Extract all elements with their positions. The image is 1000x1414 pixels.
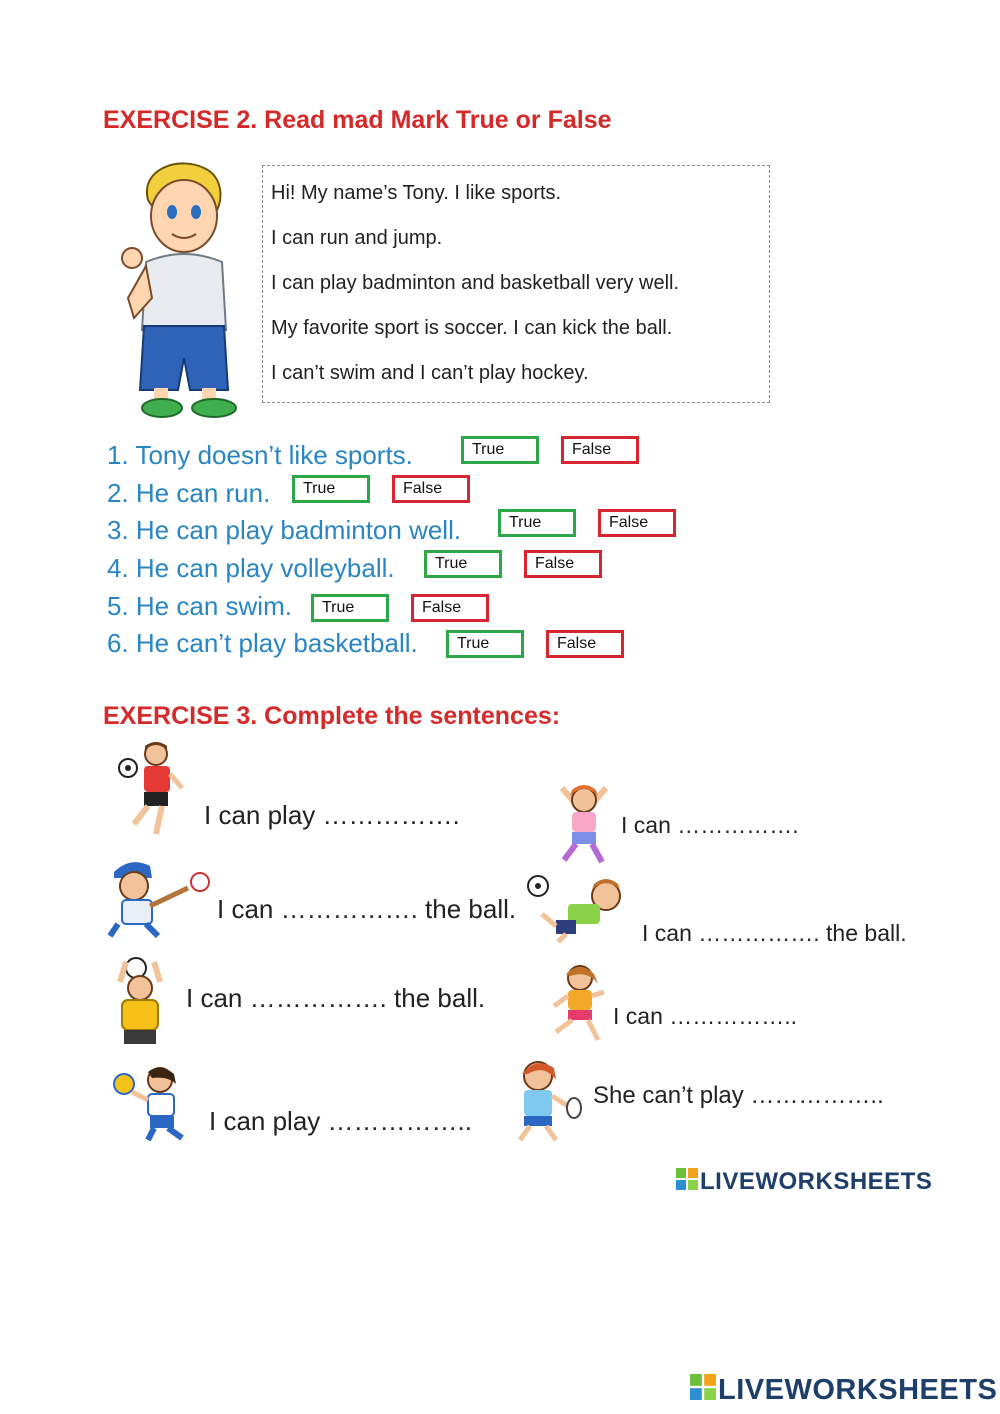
question-1-true-option[interactable]: True	[461, 436, 539, 464]
volleyball-player-icon	[108, 1062, 196, 1142]
story-line: I can run and jump.	[271, 227, 443, 249]
story-line: My favorite sport is soccer. I can kick the ball.	[271, 317, 673, 339]
question-6-true-option[interactable]: True	[446, 630, 524, 658]
question-5-false-option[interactable]: False	[411, 594, 489, 622]
question-6-text: 6. He can’t play basketball.	[107, 628, 418, 658]
kicking-boy-icon	[526, 874, 626, 944]
complete-sentence-4[interactable]: I can play ……………..	[209, 1106, 472, 1136]
brand-name: LIVEWORKSHEETS	[718, 1374, 998, 1406]
tony-boy-illustration	[118, 158, 246, 420]
complete-sentence-8[interactable]: She can’t play ……………..	[593, 1082, 884, 1109]
question-2-false-option[interactable]: False	[392, 475, 470, 503]
jumping-girl-icon	[556, 780, 612, 866]
liveworksheets-logo-inline	[676, 1168, 932, 1197]
story-box	[262, 165, 770, 403]
question-1-false-option[interactable]: False	[561, 436, 639, 464]
question-4-text: 4. He can play volleyball.	[107, 553, 395, 583]
question-5-true-option[interactable]: True	[311, 594, 389, 622]
question-3-false-option[interactable]: False	[598, 509, 676, 537]
baseball-player-icon	[104, 856, 210, 940]
complete-sentence-2[interactable]: I can ……………. the ball.	[217, 894, 517, 924]
question-3-text: 3. He can play badminton well.	[107, 515, 462, 545]
goalkeeper-icon	[110, 956, 170, 1048]
complete-sentence-6[interactable]: I can ……………. the ball.	[642, 920, 907, 946]
question-3-true-option[interactable]: True	[498, 509, 576, 537]
complete-sentence-7[interactable]: I can ……………..	[613, 1003, 798, 1029]
question-6-false-option[interactable]: False	[546, 630, 624, 658]
liveworksheets-logo-icon	[676, 1168, 698, 1197]
running-girl-icon	[548, 962, 608, 1044]
story-line: I can’t swim and I can’t play hockey.	[271, 362, 589, 384]
tennis-woman-icon	[512, 1056, 584, 1144]
complete-sentence-3[interactable]: I can ……………. the ball.	[186, 983, 486, 1013]
story-line: I can play badminton and basketball very well.	[271, 272, 680, 294]
question-5-text: 5. He can swim.	[107, 591, 292, 621]
story-line: Hi! My name’s Tony. I like sports.	[271, 182, 562, 204]
liveworksheets-logo-icon	[690, 1374, 716, 1408]
question-1-text: 1. Tony doesn’t like sports.	[107, 440, 413, 470]
complete-sentence-5[interactable]: I can …………….	[621, 812, 799, 838]
exercise3-title: EXERCISE 3. Complete the sentences:	[103, 702, 561, 730]
question-2-text: 2. He can run.	[107, 478, 271, 508]
exercise2-title: EXERCISE 2. Read mad Mark True or False	[103, 106, 612, 134]
question-4-false-option[interactable]: False	[524, 550, 602, 578]
brand-name: LIVEWORKSHEETS	[700, 1168, 933, 1195]
liveworksheets-logo-footer[interactable]	[690, 1374, 997, 1408]
soccer-player-icon	[110, 740, 186, 840]
complete-sentence-1[interactable]: I can play …………….	[204, 800, 460, 830]
question-4-true-option[interactable]: True	[424, 550, 502, 578]
question-2-true-option[interactable]: True	[292, 475, 370, 503]
